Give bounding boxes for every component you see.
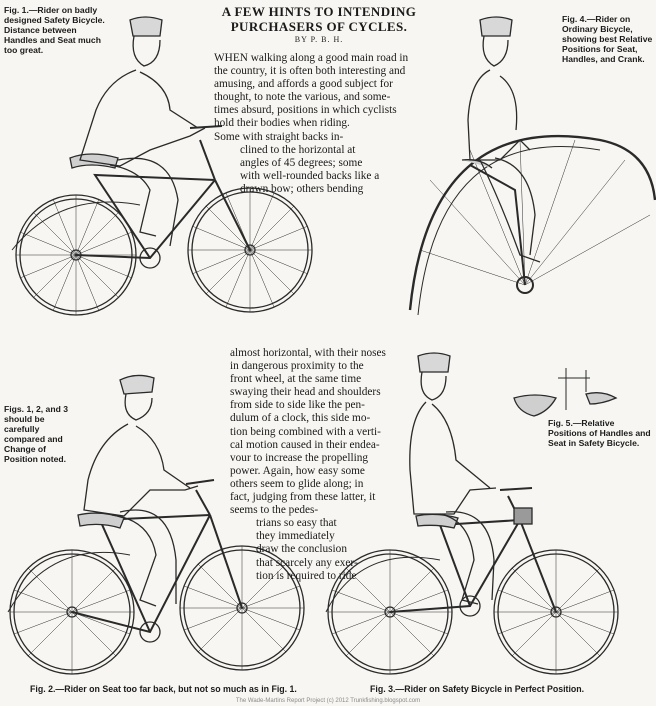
text-line: draw the conclusion — [256, 543, 347, 556]
text-line: swaying their head and shoulders — [230, 386, 381, 399]
text-line: the country, it is often both interesting and — [214, 65, 406, 78]
article-byline: BY P. B. H. — [294, 35, 344, 44]
article-body-part2 — [230, 347, 386, 583]
fig5-illustration — [514, 368, 616, 416]
text-line: amusing, and affords a good subject for — [214, 78, 393, 91]
text-line: trians so easy that — [256, 517, 337, 530]
page-footer: The Wade-Martins Report Project (c) 2012 Trunkfishing.blogspot.com — [235, 698, 421, 704]
text-line: tion is required to ride — [256, 569, 357, 582]
text-line: vour to increase the propelling — [230, 451, 369, 464]
text-line: in dangerous proximity to the — [230, 360, 364, 373]
fig5-caption: Fig. 5.—Relative Positions of Handles and Seat in Safety Bicycle. — [548, 418, 651, 448]
text-line: almost horizontal, with their noses — [230, 347, 386, 359]
text-line: that scarcely any exer- — [256, 556, 358, 569]
text-line: fact, judging from these latter, it — [230, 491, 376, 504]
text-line: they immediately — [256, 530, 335, 543]
fig3-caption: Fig. 3.—Rider on Safety Bicycle in Perfect Position. — [370, 684, 585, 694]
text-line: front wheel, at the same time — [230, 373, 362, 386]
text-line: with well-rounded backs like a — [240, 169, 380, 182]
fig1-caption: Fig. 1.—Rider on badly designed Safety Bicycle. Distance between Handles and Seat much too great. — [4, 5, 105, 55]
text-line: times absurd, positions in which cyclists — [214, 104, 397, 117]
text-line: tion being combined with a verti- — [230, 425, 381, 438]
text-line: cal motion caused in their endea- — [230, 438, 380, 451]
text-line: thought, to note the various, and some- — [214, 91, 391, 104]
text-line: drawn bow; others bending — [240, 182, 364, 195]
fig2-caption: Fig. 2.—Rider on Seat too far back, but not so much as in Fig. 1. — [30, 684, 297, 694]
text-line: WHEN walking along a good main road in — [214, 52, 409, 64]
text-line: power. Again, how easy some — [230, 464, 365, 477]
fig4-caption: Fig. 4.—Rider on Ordinary Bicycle, showing best Relative Positions for Seat, Handles, and Crank. — [562, 14, 653, 64]
figs-compare-note: Figs. 1, 2, and 3 should be carefully compared and Change of Position noted. — [4, 404, 68, 464]
text-line: angles of 45 degrees; some — [240, 156, 363, 169]
text-line: dulum of a clock, this side mo- — [230, 412, 371, 425]
text-line: hold their bodies when riding. — [214, 117, 350, 130]
article-title: A FEW HINTS TO INTENDING PURCHASERS OF CYCLES. — [221, 4, 417, 34]
text-line: others seem to glide along; in — [230, 477, 364, 490]
text-line: clined to the horizontal at — [240, 143, 356, 156]
text-line: Some with straight backs in- — [214, 130, 344, 143]
text-line: from side to side like the pen- — [230, 399, 365, 412]
article-body-part1 — [214, 52, 409, 196]
text-line: seems to the pedes- — [230, 504, 319, 517]
